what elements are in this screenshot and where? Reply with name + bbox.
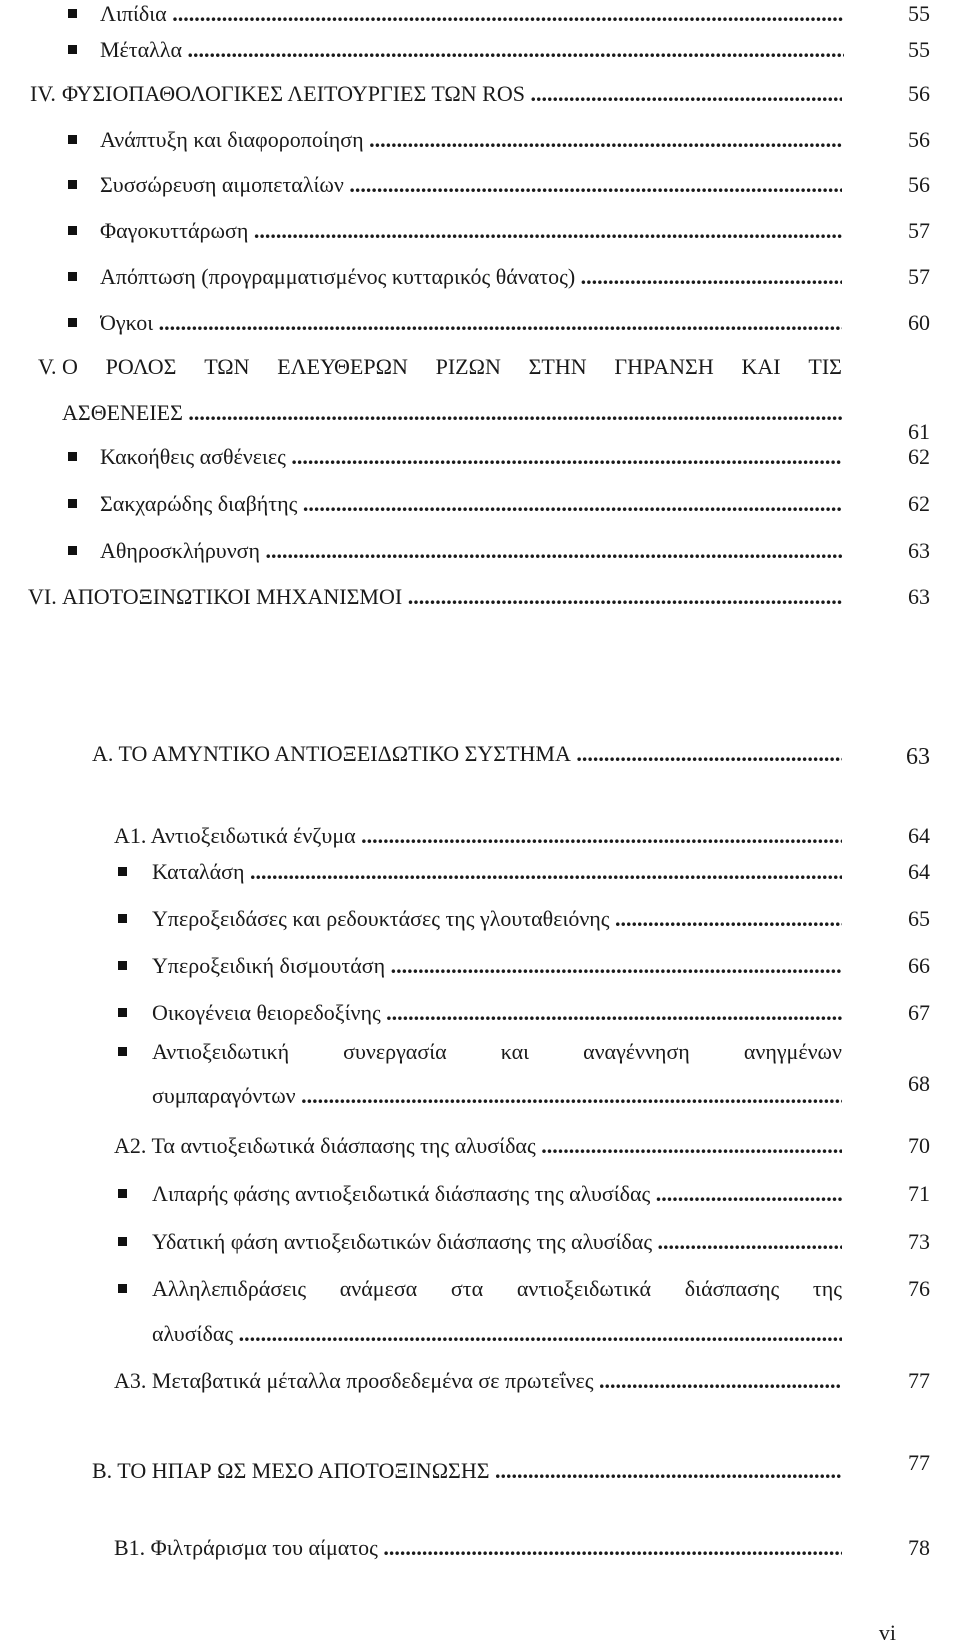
bullet-icon [68, 226, 77, 235]
toc-entry-text: Α3. Μεταβατικά μέταλλα προσδεδεμένα σε πρωτεΐνες ..... [114, 1365, 842, 1397]
title-word: ΓΗΡΑΝΣΗ [614, 354, 714, 379]
toc-entry-text: Όγκοι ..... [100, 307, 842, 339]
bullet-icon [118, 1189, 127, 1198]
bullet-icon [68, 45, 77, 54]
title-word: διάσπασης [684, 1276, 780, 1301]
toc-entry-text: Α2. Τα αντιοξειδωτικά διάσπασης της αλυσίδας ..... [114, 1130, 842, 1162]
toc-page-number: 73 [908, 1229, 930, 1254]
toc-entry[interactable] [92, 738, 842, 770]
title-word: ΤΙΣ [808, 354, 842, 379]
toc-entry[interactable] [62, 78, 842, 110]
bullet-icon [68, 272, 77, 281]
title-word: αντιοξειδωτικά [516, 1276, 652, 1301]
bullet-icon [118, 1237, 127, 1246]
toc-entry-text: Β1. Φιλτράρισμα του αίματος ..... [114, 1532, 842, 1564]
toc-page-number: 56 [908, 172, 930, 197]
toc-entry[interactable] [62, 581, 842, 613]
toc-page-number: 55 [908, 1, 930, 26]
toc-entry-text: Υπεροξειδάσες και ρεδουκτάσες της γλουταθειόνης ..... [152, 903, 842, 935]
bullet-icon [68, 546, 77, 555]
title-word: Αντιοξειδωτική [152, 1039, 290, 1064]
toc-entry[interactable] [152, 1226, 842, 1258]
toc-entry-text: Κακοήθεις ασθένειες ..... [100, 441, 842, 473]
toc-entry-text: Υδατική φάση αντιοξειδωτικών διάσπασης της αλυσίδας ..... [152, 1226, 842, 1258]
title-word: ΚΑΙ [741, 354, 781, 379]
toc-entry-title-line[interactable] [152, 1036, 842, 1068]
toc-entry[interactable] [152, 950, 842, 982]
toc-page-number: 76 [908, 1276, 930, 1301]
bullet-icon [118, 961, 127, 970]
title-word: συνεργασία [343, 1039, 447, 1064]
title-word: ΡΟΛΟΣ [105, 354, 177, 379]
toc-page-number: 63 [908, 538, 930, 563]
toc-entry[interactable] [114, 1130, 842, 1162]
toc-page-number: 64 [908, 859, 930, 884]
title-word: ανάμεσα [339, 1276, 418, 1301]
toc-entry-text: Συσσώρευση αιμοπεταλίων ..... [100, 169, 842, 201]
toc-entry[interactable] [100, 34, 844, 66]
toc-page-number: 67 [908, 1000, 930, 1025]
toc-entry-text: Οικογένεια θειορεδοξίνης ..... [152, 997, 842, 1029]
toc-entry-text: συμπαραγόντων ..... [152, 1080, 842, 1112]
toc-entry[interactable] [152, 903, 842, 935]
toc-entry[interactable] [152, 856, 842, 888]
toc-entry[interactable] [152, 1318, 842, 1350]
toc-entry-text: Λιπαρής φάσης αντιοξειδωτικά διάσπασης της αλυσίδας ..... [152, 1178, 842, 1210]
toc-entry-text: Ανάπτυξη και διαφοροποίηση ..... [100, 124, 842, 156]
bullet-icon [118, 914, 127, 923]
toc-entry-text: αλυσίδας ..... [152, 1318, 842, 1350]
toc-entry-text: Μέταλλα ..... [100, 34, 844, 66]
toc-entry[interactable] [100, 124, 842, 156]
toc-page-number: 62 [908, 491, 930, 516]
toc-entry-text: Καταλάση ..... [152, 856, 842, 888]
toc-entry[interactable] [100, 169, 842, 201]
toc-entry-text: ΑΠΟΤΟΞΙΝΩΤΙΚΟΙ ΜΗΧΑΝΙΣΜΟΙ ..... [62, 581, 842, 613]
title-word: ΡΙΖΩΝ [435, 354, 501, 379]
section-numeral: VI. [28, 584, 57, 609]
toc-page-number: 64 [908, 823, 930, 848]
toc-entry-text: Απόπτωση (προγραμματισμένος κυτταρικός θάνατος) ..... [100, 261, 842, 293]
toc-entry-text: Φαγοκυττάρωση ..... [100, 215, 842, 247]
toc-entry-text: ΦΥΣΙΟΠΑΘΟΛΟΓΙΚΕΣ ΛΕΙΤΟΥΡΓΙΕΣ ΤΩΝ ROS ..... [62, 78, 842, 110]
bullet-icon [118, 1047, 127, 1056]
toc-entry[interactable] [152, 1178, 842, 1210]
title-word: ΣΤΗΝ [528, 354, 587, 379]
toc-page-number: 56 [908, 81, 930, 106]
title-word: αναγέννηση [583, 1039, 690, 1064]
toc-page-number: 57 [908, 218, 930, 243]
toc-entry[interactable] [62, 397, 842, 429]
toc-page-number: 77 [908, 1368, 930, 1393]
toc-entry[interactable] [100, 441, 842, 473]
toc-page-number: 71 [908, 1181, 930, 1206]
toc-entry[interactable] [100, 0, 844, 30]
section-numeral: IV. [30, 81, 56, 106]
title-word: στα [450, 1276, 484, 1301]
bullet-icon [118, 1008, 127, 1017]
toc-page-number: 66 [908, 953, 930, 978]
toc-entry[interactable] [100, 535, 842, 567]
bullet-icon [68, 452, 77, 461]
title-word: ΤΩΝ [204, 354, 250, 379]
title-word: της [812, 1276, 842, 1301]
toc-entry[interactable] [100, 488, 842, 520]
toc-entry-title-line[interactable] [62, 351, 842, 383]
toc-entry[interactable] [92, 1455, 842, 1487]
toc-entry[interactable] [100, 215, 842, 247]
bullet-icon [68, 499, 77, 508]
toc-page-number: 62 [908, 444, 930, 469]
toc-page-number: 63 [906, 744, 930, 770]
toc-entry-title-line[interactable] [152, 1273, 842, 1305]
toc-entry[interactable] [100, 261, 842, 293]
toc-entry-text: Λιπίδια ..... [100, 0, 844, 30]
section-numeral: V. [38, 354, 57, 379]
toc-entry-text: Αθηροσκλήρυνση ..... [100, 535, 842, 567]
bullet-icon [118, 867, 127, 876]
bullet-icon [118, 1284, 127, 1293]
toc-entry[interactable] [152, 997, 842, 1029]
title-word: και [500, 1039, 530, 1064]
toc-entry[interactable] [114, 820, 842, 852]
toc-entry[interactable] [100, 307, 842, 339]
title-word: ανηγμένων [743, 1039, 842, 1064]
toc-entry-text: Α1. Αντιοξειδωτικά ένζυμα ..... [114, 820, 842, 852]
toc-entry-text: Υπεροξειδική δισμουτάση ..... [152, 950, 842, 982]
toc-page-number: 63 [908, 584, 930, 609]
bullet-icon [68, 318, 77, 327]
toc-entry[interactable] [114, 1532, 842, 1564]
toc-entry-text: ΑΣΘΕΝΕΙΕΣ ..... [62, 397, 842, 429]
toc-page-number: 78 [908, 1535, 930, 1560]
toc-page-number: 61 [908, 419, 930, 444]
toc-page-number: 77 [908, 1450, 930, 1475]
toc-entry-text: Α. ΤΟ ΑΜΥΝΤΙΚΟ ΑΝΤΙΟΞΕΙΔΩΤΙΚΟ ΣΥΣΤΗΜΑ ..... [92, 738, 842, 770]
bullet-icon [68, 180, 77, 189]
toc-page-number: 70 [908, 1133, 930, 1158]
title-word: ΕΛΕΥΘΕΡΩΝ [277, 354, 408, 379]
toc-page-number: 57 [908, 264, 930, 289]
toc-page-number: 68 [908, 1071, 930, 1096]
toc-page-number: 55 [908, 37, 930, 62]
bullet-icon [68, 9, 77, 18]
toc-page-number: 60 [908, 310, 930, 335]
toc-entry-text: Σακχαρώδης διαβήτης ..... [100, 488, 842, 520]
toc-page-number: 65 [908, 906, 930, 931]
toc-entry-text: Β. ΤΟ ΗΠΑΡ ΩΣ ΜΕΣΟ ΑΠΟΤΟΞΙΝΩΣΗΣ ..... [92, 1455, 842, 1487]
title-word: Αλληλεπιδράσεις [152, 1276, 307, 1301]
title-word: Ο [62, 354, 78, 379]
toc-entry[interactable] [114, 1365, 842, 1397]
toc-entry[interactable] [152, 1080, 842, 1112]
toc-page-number: 56 [908, 127, 930, 152]
footer-page-number: vi [878, 1620, 896, 1645]
bullet-icon [68, 135, 77, 144]
